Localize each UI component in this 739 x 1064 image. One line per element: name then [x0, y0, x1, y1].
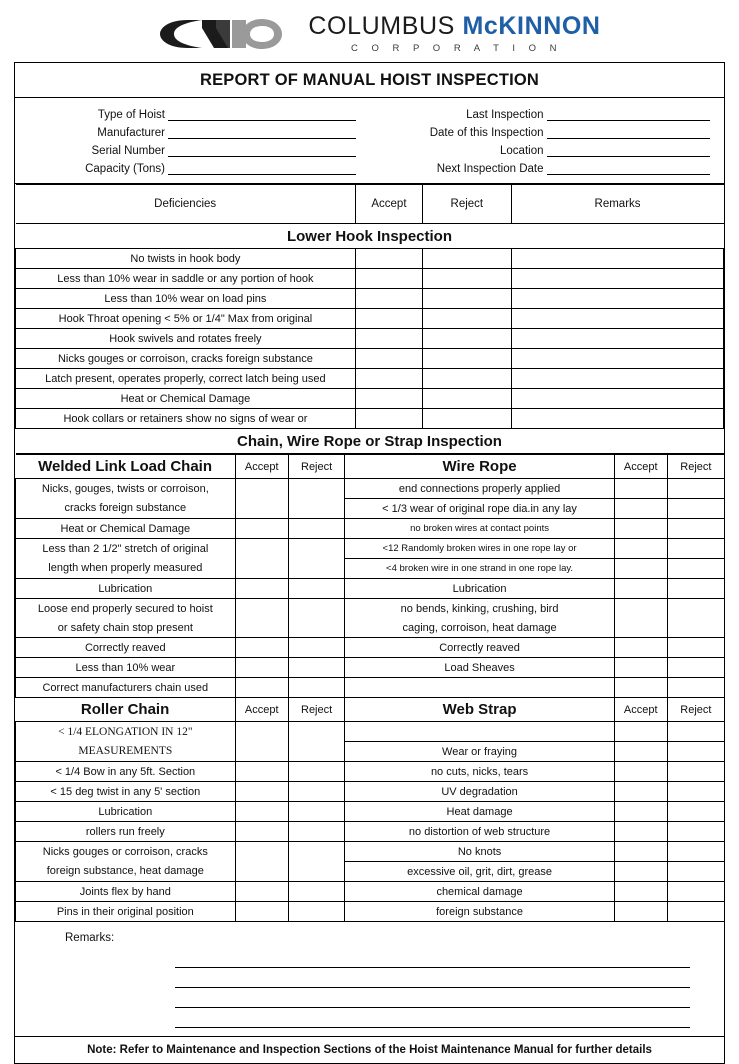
field-input-last-inspection[interactable] — [547, 108, 711, 121]
brand-header — [14, 6, 725, 62]
reject-cell[interactable] — [667, 559, 724, 579]
field-label: Next Inspection Date — [436, 163, 544, 175]
accept-cell[interactable] — [355, 309, 422, 329]
deficiency-label: no distortion of web structure — [345, 822, 614, 842]
brand-wordmark — [308, 14, 600, 54]
accept-cell[interactable] — [614, 722, 667, 742]
table-header-row — [16, 185, 724, 224]
footer-note: Note: Refer to Maintenance and Inspection Sections of the Hoist Maintenance Manual for further details — [87, 1044, 652, 1056]
reject-cell[interactable] — [288, 722, 345, 762]
table-row — [16, 862, 725, 882]
accept-cell[interactable] — [235, 658, 288, 678]
reject-cell[interactable] — [667, 782, 724, 802]
accept-cell[interactable] — [614, 762, 667, 782]
accept-cell[interactable] — [355, 369, 422, 389]
deficiency-label: rollers run freely — [16, 822, 236, 842]
table-row — [16, 722, 725, 742]
reject-cell[interactable] — [423, 369, 512, 389]
table-row — [16, 842, 725, 862]
table-row — [16, 762, 725, 782]
reject-cell[interactable] — [288, 842, 345, 882]
deficiency-label: Latch present, operates properly, correct latch being used — [16, 369, 356, 389]
reject-cell[interactable] — [667, 882, 724, 902]
deficiency-label: no bends, kinking, crushing, bird — [345, 599, 614, 619]
accept-cell[interactable] — [355, 389, 422, 409]
reject-cell[interactable] — [667, 519, 724, 539]
reject-cell[interactable] — [288, 762, 345, 782]
deficiency-label: Heat or Chemical Damage — [16, 519, 236, 539]
table-row — [16, 638, 725, 658]
reject-cell[interactable] — [288, 638, 345, 658]
deficiency-label: Nicks gouges or corroison, cracks foreign substance — [16, 349, 356, 369]
remarks-cell[interactable] — [511, 409, 723, 429]
deficiency-label: < 1/3 wear of original rope dia.in any lay — [345, 499, 614, 519]
remarks-line-2[interactable] — [175, 968, 690, 988]
accept-cell[interactable] — [614, 579, 667, 599]
col-reject: Reject — [288, 455, 345, 479]
chain-wirerope-table — [15, 454, 724, 922]
col-accept: Accept — [235, 698, 288, 722]
accept-cell[interactable] — [355, 329, 422, 349]
accept-cell[interactable] — [614, 678, 667, 698]
page-title: REPORT OF MANUAL HOIST INSPECTION — [15, 63, 724, 98]
reject-cell[interactable] — [667, 638, 724, 658]
field-input-manufacturer[interactable] — [168, 126, 356, 139]
deficiency-label: Heat or Chemical Damage — [16, 389, 356, 409]
subsection-title-wire-rope: Wire Rope — [345, 455, 614, 479]
field-input-serial-number[interactable] — [168, 144, 356, 157]
field-input-next-inspection-date[interactable] — [547, 162, 711, 175]
accept-cell[interactable] — [355, 249, 422, 269]
deficiency-label: caging, corroison, heat damage — [345, 618, 614, 638]
reject-cell[interactable] — [423, 329, 512, 349]
reject-cell[interactable] — [288, 479, 345, 519]
table-row — [16, 269, 724, 289]
accept-cell[interactable] — [235, 519, 288, 539]
header-fields-right — [370, 105, 725, 175]
reject-cell[interactable] — [423, 309, 512, 329]
accept-cell[interactable] — [614, 882, 667, 902]
col-accept: Accept — [614, 455, 667, 479]
table-row — [16, 389, 724, 409]
section-title: Lower Hook Inspection — [16, 224, 724, 249]
accept-cell[interactable] — [614, 658, 667, 678]
remarks-line-1[interactable] — [175, 948, 690, 968]
col-reject: Reject — [667, 698, 724, 722]
deficiency-label: length when properly measured — [16, 559, 236, 579]
accept-cell[interactable] — [235, 539, 288, 579]
accept-cell[interactable] — [614, 842, 667, 862]
deficiency-label: No knots — [345, 842, 614, 862]
accept-cell[interactable] — [235, 479, 288, 519]
field-capacity — [15, 159, 370, 175]
accept-cell[interactable] — [614, 599, 667, 638]
deficiency-label: <12 Randomly broken wires in one rope lay or — [345, 539, 614, 559]
brand-subtitle: C O R P O R A T I O N — [350, 43, 563, 55]
deficiency-label: Lubrication — [16, 579, 236, 599]
table-row — [16, 539, 725, 559]
accept-cell[interactable] — [614, 802, 667, 822]
deficiency-label: MEASUREMENTS — [16, 742, 236, 762]
reject-cell[interactable] — [288, 802, 345, 822]
accept-cell[interactable] — [614, 822, 667, 842]
form-frame — [14, 62, 725, 1064]
table-row — [16, 329, 724, 349]
deficiency-label: Lubrication — [16, 802, 236, 822]
reject-cell[interactable] — [667, 862, 724, 882]
accept-cell[interactable] — [235, 762, 288, 782]
reject-cell[interactable] — [288, 902, 345, 922]
remarks-cell[interactable] — [511, 369, 723, 389]
lower-hook-table — [15, 184, 724, 454]
brand-name-primary: COLUMBUS — [308, 12, 463, 41]
accept-cell[interactable] — [355, 269, 422, 289]
deficiency-label: Hook swivels and rotates freely — [16, 329, 356, 349]
remarks-line-3[interactable] — [175, 988, 690, 1008]
deficiency-label: or safety chain stop present — [16, 618, 236, 638]
accept-cell[interactable] — [235, 579, 288, 599]
col-remarks: Remarks — [511, 185, 723, 224]
reject-cell[interactable] — [288, 678, 345, 698]
remarks-cell[interactable] — [511, 329, 723, 349]
table-row — [16, 802, 725, 822]
table-row — [16, 822, 725, 842]
table-row — [16, 579, 725, 599]
field-label: Last Inspection — [466, 109, 544, 121]
deficiency-label: no cuts, nicks, tears — [345, 762, 614, 782]
accept-cell[interactable] — [614, 519, 667, 539]
reject-cell[interactable] — [667, 579, 724, 599]
field-input-type-of-hoist[interactable] — [168, 108, 356, 121]
reject-cell[interactable] — [667, 842, 724, 862]
section-title: Chain, Wire Rope or Strap Inspection — [16, 429, 724, 454]
reject-cell[interactable] — [423, 269, 512, 289]
deficiency-label: Correctly reaved — [345, 638, 614, 658]
reject-cell[interactable] — [667, 599, 724, 638]
table-row — [16, 499, 725, 519]
deficiency-label: end connections properly applied — [345, 479, 614, 499]
remarks-cell[interactable] — [511, 389, 723, 409]
remarks-section — [15, 922, 724, 1037]
table-row — [16, 678, 725, 698]
accept-cell[interactable] — [235, 638, 288, 658]
remarks-cell[interactable] — [511, 349, 723, 369]
section-band-chain — [16, 429, 724, 454]
deficiency-label: excessive oil, grit, dirt, grease — [345, 862, 614, 882]
field-input-capacity[interactable] — [168, 162, 356, 175]
accept-cell[interactable] — [235, 822, 288, 842]
reject-cell[interactable] — [288, 579, 345, 599]
table-row — [16, 782, 725, 802]
accept-cell[interactable] — [355, 409, 422, 429]
table-row — [16, 409, 724, 429]
deficiency-label: Less than 10% wear on load pins — [16, 289, 356, 309]
remarks-cell[interactable] — [511, 269, 723, 289]
field-next-inspection-date — [370, 159, 725, 175]
accept-cell[interactable] — [355, 289, 422, 309]
deficiency-label: Less than 2 1/2" stretch of original — [16, 539, 236, 559]
deficiency-label: < 1/4 ELONGATION IN 12" — [16, 722, 236, 742]
col-accept: Accept — [355, 185, 422, 224]
reject-cell[interactable] — [667, 822, 724, 842]
field-input-date-of-this-inspection[interactable] — [547, 126, 711, 139]
deficiency-label: No twists in hook body — [16, 249, 356, 269]
reject-cell[interactable] — [423, 249, 512, 269]
accept-cell[interactable] — [614, 559, 667, 579]
table-row — [16, 479, 725, 499]
field-label: Type of Hoist — [97, 109, 165, 121]
col-deficiencies: Deficiencies — [16, 185, 356, 224]
accept-cell[interactable] — [614, 479, 667, 499]
reject-cell[interactable] — [667, 742, 724, 762]
subsection-header-row — [16, 455, 725, 479]
col-accept: Accept — [235, 455, 288, 479]
deficiency-label: Correct manufacturers chain used — [16, 678, 236, 698]
reject-cell[interactable] — [423, 289, 512, 309]
accept-cell[interactable] — [614, 499, 667, 519]
subsection-title-roller-chain: Roller Chain — [16, 698, 236, 722]
deficiency-label: Pins in their original position — [16, 902, 236, 922]
table-row — [16, 559, 725, 579]
field-input-location[interactable] — [547, 144, 711, 157]
reject-cell[interactable] — [288, 822, 345, 842]
reject-cell[interactable] — [288, 539, 345, 579]
field-type-of-hoist — [15, 105, 370, 121]
reject-cell[interactable] — [288, 599, 345, 638]
field-label: Manufacturer — [97, 127, 165, 139]
reject-cell[interactable] — [667, 658, 724, 678]
accept-cell[interactable] — [235, 678, 288, 698]
table-row — [16, 349, 724, 369]
table-row — [16, 309, 724, 329]
deficiency-label: foreign substance — [345, 902, 614, 922]
reject-cell[interactable] — [288, 658, 345, 678]
reject-cell[interactable] — [667, 539, 724, 559]
accept-cell[interactable] — [235, 599, 288, 638]
field-label: Date of this Inspection — [429, 127, 544, 139]
deficiency-label: no broken wires at contact points — [345, 519, 614, 539]
accept-cell[interactable] — [235, 782, 288, 802]
table-row — [16, 249, 724, 269]
accept-cell[interactable] — [614, 638, 667, 658]
remarks-cell[interactable] — [511, 289, 723, 309]
deficiency-label: Joints flex by hand — [16, 882, 236, 902]
reject-cell[interactable] — [667, 802, 724, 822]
deficiency-label: Correctly reaved — [16, 638, 236, 658]
subsection-header-row — [16, 698, 725, 722]
deficiency-label: < 1/4 Bow in any 5ft. Section — [16, 762, 236, 782]
deficiency-label: UV degradation — [345, 782, 614, 802]
deficiency-label: <4 broken wire in one strand in one rope lay. — [345, 559, 614, 579]
deficiency-label: foreign substance, heat damage — [16, 862, 236, 882]
remarks-label: Remarks: — [65, 932, 115, 944]
deficiency-label: Less than 10% wear in saddle or any portion of hook — [16, 269, 356, 289]
table-row — [16, 902, 725, 922]
table-row — [16, 289, 724, 309]
brand-name-secondary: McKINNON — [462, 12, 601, 41]
field-location — [370, 141, 725, 157]
accept-cell[interactable] — [614, 902, 667, 922]
section-band-lower-hook — [16, 224, 724, 249]
reject-cell[interactable] — [423, 409, 512, 429]
deficiency-label: Less than 10% wear — [16, 658, 236, 678]
accept-cell[interactable] — [235, 802, 288, 822]
subsection-title-web-strap: Web Strap — [345, 698, 614, 722]
accept-cell[interactable] — [235, 902, 288, 922]
reject-cell[interactable] — [667, 499, 724, 519]
accept-cell[interactable] — [235, 882, 288, 902]
deficiency-label: chemical damage — [345, 882, 614, 902]
accept-cell[interactable] — [355, 349, 422, 369]
remarks-cell[interactable] — [511, 249, 723, 269]
reject-cell[interactable] — [667, 678, 724, 698]
reject-cell[interactable] — [667, 762, 724, 782]
accept-cell[interactable] — [614, 862, 667, 882]
deficiency-label — [345, 678, 614, 698]
deficiency-label: Load Sheaves — [345, 658, 614, 678]
remarks-cell[interactable] — [511, 309, 723, 329]
field-label: Serial Number — [91, 145, 165, 157]
accept-cell[interactable] — [614, 539, 667, 559]
col-reject: Reject — [667, 455, 724, 479]
accept-cell[interactable] — [235, 842, 288, 882]
field-label: Location — [500, 145, 544, 157]
deficiency-label: Hook collars or retainers show no signs of wear or — [16, 409, 356, 429]
deficiency-label: Nicks, gouges, twists or corroison, — [16, 479, 236, 499]
table-row — [16, 658, 725, 678]
col-reject: Reject — [423, 185, 512, 224]
reject-cell[interactable] — [288, 519, 345, 539]
reject-cell[interactable] — [667, 479, 724, 499]
accept-cell[interactable] — [235, 722, 288, 762]
table-row — [16, 882, 725, 902]
col-reject: Reject — [288, 698, 345, 722]
reject-cell[interactable] — [288, 782, 345, 802]
deficiency-label: < 15 deg twist in any 5' section — [16, 782, 236, 802]
accept-cell[interactable] — [614, 742, 667, 762]
deficiency-label: Lubrication — [345, 579, 614, 599]
col-accept: Accept — [614, 698, 667, 722]
deficiency-label: Hook Throat opening < 5% or 1/4" Max from original — [16, 309, 356, 329]
reject-cell[interactable] — [288, 882, 345, 902]
field-last-inspection — [370, 105, 725, 121]
deficiency-label: Wear or fraying — [345, 742, 614, 762]
field-label: Capacity (Tons) — [85, 163, 165, 175]
remarks-line-4[interactable] — [175, 1008, 690, 1028]
field-manufacturer — [15, 123, 370, 139]
deficiency-label: Loose end properly secured to hoist — [16, 599, 236, 619]
cm-logo-icon — [158, 14, 286, 54]
reject-cell[interactable] — [423, 389, 512, 409]
reject-cell[interactable] — [667, 722, 724, 742]
accept-cell[interactable] — [614, 782, 667, 802]
deficiency-label: Heat damage — [345, 802, 614, 822]
deficiency-label: cracks foreign substance — [16, 499, 236, 519]
table-row — [16, 742, 725, 762]
table-row — [16, 519, 725, 539]
header-fields — [15, 98, 724, 184]
reject-cell[interactable] — [423, 349, 512, 369]
subsection-title-welded-chain: Welded Link Load Chain — [16, 455, 236, 479]
field-serial-number — [15, 141, 370, 157]
deficiency-label: Nicks gouges or corroison, cracks — [16, 842, 236, 862]
deficiency-label — [345, 722, 614, 742]
header-fields-left — [15, 105, 370, 175]
field-date-of-this-inspection — [370, 123, 725, 139]
reject-cell[interactable] — [667, 902, 724, 922]
table-row — [16, 599, 725, 619]
table-row — [16, 369, 724, 389]
